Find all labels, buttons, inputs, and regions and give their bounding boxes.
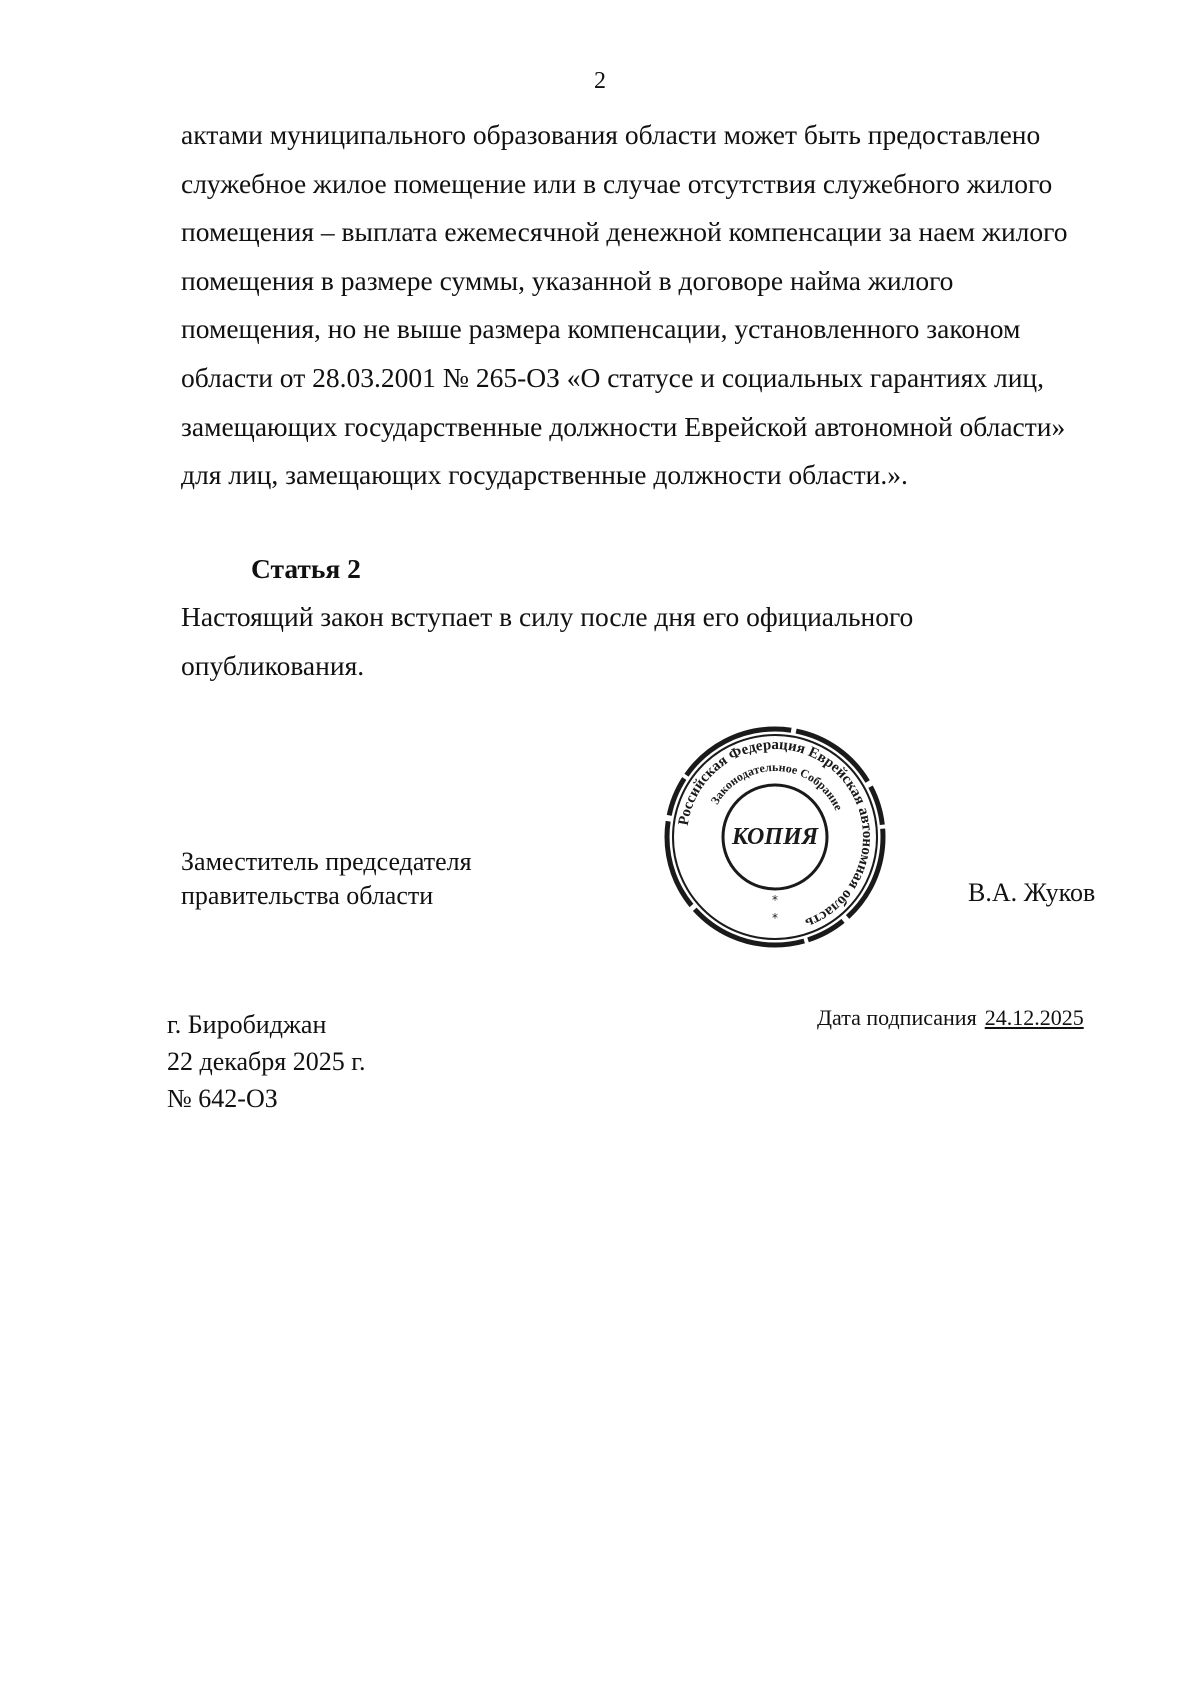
signer-title-line-1: Заместитель председателя	[181, 847, 472, 876]
law-number: № 642-ОЗ	[167, 1084, 278, 1113]
place-block	[167, 1006, 365, 1117]
seal-star-icon: *	[772, 911, 778, 925]
article-text-line: Настоящий закон вступает в силу после дня его официального	[181, 601, 914, 632]
seal-outer-text: Российская Федерация Еврейская автономная область	[675, 736, 876, 932]
official-seal	[660, 722, 890, 952]
paragraph-line: области от 28.03.2001 № 265-ОЗ «О статусе и социальных гарантиях лиц,	[181, 361, 1045, 393]
article-text-line: опубликования.	[181, 649, 365, 681]
seal-center-text: КОПИЯ	[731, 824, 819, 850]
article-text	[181, 593, 1117, 690]
page-number: 2	[594, 68, 606, 94]
law-date: 22 декабря 2025 г.	[167, 1047, 366, 1076]
paragraph-line: для лиц, замещающих государственные должности области.».	[181, 459, 908, 491]
paragraph-line: помещения – выплата ежемесячной денежной компенсации за наем жилого	[181, 216, 1068, 248]
paragraph-1	[181, 111, 1117, 500]
paragraph-line: актами муниципального образования области может быть предоставлено	[181, 119, 1041, 150]
signing-date-label: Дата подписания	[817, 1005, 977, 1030]
seal-inner-text: Законодательное Собрание	[707, 759, 846, 813]
signing-date-value: 24.12.2025	[984, 1005, 1084, 1030]
seal-star-icon: *	[772, 893, 778, 907]
paragraph-line: помещения в размере суммы, указанной в договоре найма жилого	[181, 264, 954, 296]
signing-date	[817, 1005, 1084, 1031]
article-heading: Статья 2	[251, 553, 361, 584]
paragraph-line: замещающих государственные должности Еврейской автономной области»	[181, 410, 1066, 442]
paragraph-line: помещения, но не выше размера компенсации, установленного законом	[181, 313, 1021, 345]
signer-title-line-2: правительства области	[181, 881, 434, 910]
signer-name: В.А. Жуков	[968, 878, 1096, 907]
signer-title	[181, 845, 472, 913]
city: г. Биробиджан	[167, 1010, 327, 1039]
paragraph-line: служебное жилое помещение или в случае отсутствия служебного жилого	[181, 167, 1053, 199]
